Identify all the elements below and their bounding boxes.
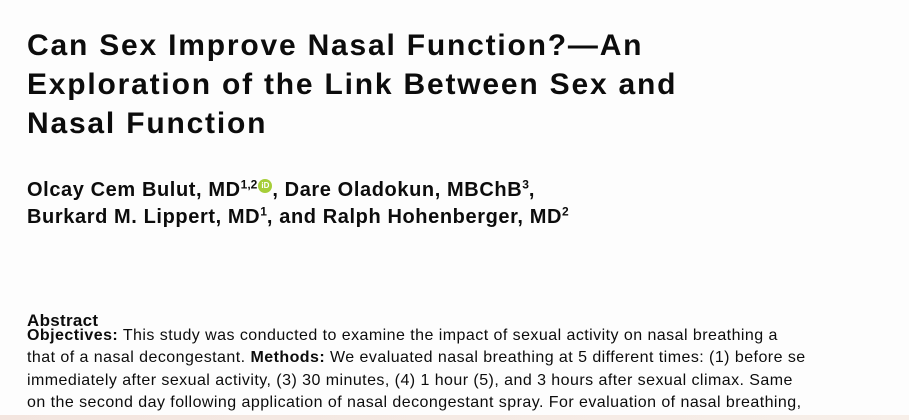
author-name-bulut: Olcay Cem Bulut, MD <box>27 179 241 201</box>
paper-title-line-2: Exploration of the Link Between Sex and <box>27 68 678 102</box>
author-line-2 <box>27 204 569 231</box>
author-line-1 <box>27 177 569 204</box>
abstract-line-4-text: on the second day following application of nasal decongestant spray. For evaluation of nasal breathing, <box>27 394 802 412</box>
abstract-line-3 <box>27 370 909 392</box>
abstract-line-2 <box>27 347 909 369</box>
author-line-1-comma: , <box>528 179 536 201</box>
paper-title <box>27 26 677 143</box>
affiliation-sup-3: 3 <box>522 177 529 192</box>
affiliation-sup-2: 2 <box>562 204 569 219</box>
author-name-oladokun: , Dare Oladokun, MBChB <box>272 179 523 201</box>
abstract-line-1-text: This study was conducted to examine the impact of sexual activity on nasal breathing a <box>118 327 778 344</box>
methods-label: Methods: <box>250 349 326 367</box>
abstract-line-4 <box>27 392 909 414</box>
affiliation-sup-1: 1 <box>260 204 267 219</box>
paper-title-line-1: Can Sex Improve Nasal Function?—An <box>27 29 644 63</box>
author-list <box>27 177 569 231</box>
highlight-strip <box>0 415 909 420</box>
abstract-line-3-text: immediately after sexual activity, (3) 30 minutes, (4) 1 hour (5), and 3 hours after sexual climax. Same <box>27 371 793 389</box>
abstract-body <box>27 325 909 415</box>
abstract-line-2-text: We evaluated nasal breathing at 5 different times: (1) before se <box>325 349 806 367</box>
abstract-heading: Abstract <box>27 311 99 331</box>
objectives-label: Objectives: <box>27 327 119 344</box>
abstract-line-1 <box>27 325 909 347</box>
author-name-lippert: Burkard M. Lippert, MD <box>27 206 261 228</box>
paper-title-line-3: Nasal Function <box>27 107 268 141</box>
author-name-hohenberger: , and Ralph Hohenberger, MD <box>266 206 563 228</box>
affiliation-sup-1-2: 1,2 <box>240 177 258 192</box>
orcid-icon[interactable]: iD <box>258 179 272 193</box>
abstract-line-2-pre: that of a nasal decongestant. <box>27 349 251 367</box>
